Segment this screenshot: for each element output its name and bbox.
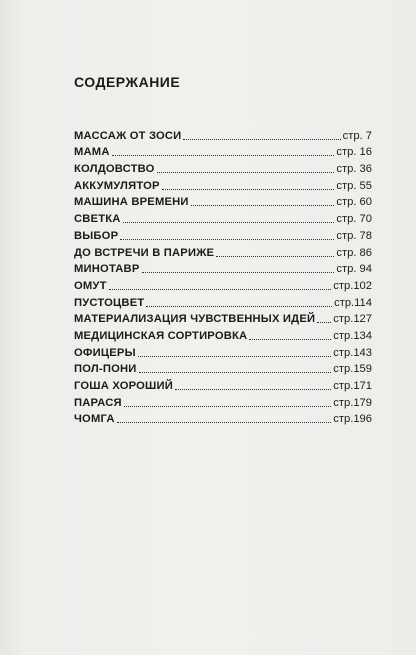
toc-entry (74, 176, 372, 193)
toc-entry-title: МЕДИЦИНСКАЯ СОРТИРОВКА (74, 329, 248, 342)
toc-entry-page: стр.159 (333, 363, 372, 376)
dot-leader (142, 272, 335, 273)
toc-entry (74, 193, 372, 210)
toc-entry (74, 226, 372, 243)
toc-entry (74, 126, 372, 143)
dot-leader (120, 239, 334, 240)
toc-entry (74, 393, 372, 410)
toc-entry (74, 310, 372, 327)
toc-entry (74, 360, 372, 377)
toc-entry-page: стр. 55 (336, 179, 372, 192)
toc-entry-page: стр.127 (333, 313, 372, 326)
toc-entry-title: МАШИНА ВРЕМЕНИ (74, 196, 189, 209)
toc-entry-page: стр. 70 (336, 213, 372, 226)
toc-entry-title: МАМА (74, 146, 110, 159)
toc-entry-title: ВЫБОР (74, 229, 119, 242)
dot-leader (157, 172, 335, 173)
toc-entry-title: КОЛДОВСТВО (74, 163, 155, 176)
toc-entry-page: стр.114 (334, 296, 372, 309)
toc-entry (74, 143, 372, 160)
dot-leader (317, 322, 331, 323)
toc-entry-page: стр. 78 (336, 229, 372, 242)
toc-entry (74, 260, 372, 277)
dot-leader (146, 306, 332, 307)
toc-entry (74, 343, 372, 360)
toc-entry (74, 326, 372, 343)
toc-entry-title: ЧОМГА (74, 413, 115, 426)
toc-heading: СОДЕРЖАНИЕ (74, 74, 181, 90)
dot-leader (109, 289, 332, 290)
toc-entry (74, 376, 372, 393)
toc-entry-page: стр. 7 (342, 129, 372, 142)
dot-leader (175, 389, 331, 390)
dot-leader (191, 205, 335, 206)
toc-entry-title: СВЕТКА (74, 213, 121, 226)
toc-entry (74, 293, 372, 310)
toc-entry-page: стр. 60 (336, 196, 372, 209)
toc-entry-page: стр. 16 (336, 146, 372, 159)
toc-entry-page: стр.102 (333, 279, 372, 292)
toc-entry (74, 410, 372, 427)
toc-entry-title: ОМУТ (74, 279, 107, 292)
toc-entry-title: ПАРАСЯ (74, 396, 122, 409)
dot-leader (112, 155, 335, 156)
dot-leader (183, 139, 340, 140)
dot-leader (138, 356, 332, 357)
toc-entry-title: АККУМУЛЯТОР (74, 179, 160, 192)
toc-entry-page: стр. 36 (336, 163, 372, 176)
toc-entry-page: стр.196 (333, 413, 372, 426)
toc-entry-title: ПОЛ-ПОНИ (74, 363, 137, 376)
toc-entry (74, 243, 372, 260)
dot-leader (123, 222, 335, 223)
toc-entry-page: стр.143 (333, 346, 372, 359)
toc-entry-title: ДО ВСТРЕЧИ В ПАРИЖЕ (74, 246, 215, 259)
toc-entry-page: стр. 86 (336, 246, 372, 259)
toc-entry-title: ПУСТОЦВЕТ (74, 296, 145, 309)
dot-leader (249, 339, 331, 340)
toc-entry-title: ГОША ХОРОШИЙ (74, 380, 173, 392)
toc-entry-page: стр. 94 (336, 263, 372, 276)
dot-leader (162, 189, 335, 190)
toc-entry (74, 159, 372, 176)
toc-entry-title: МИНОТАВР (74, 263, 140, 276)
dot-leader (117, 422, 332, 423)
toc-entry (74, 209, 372, 226)
toc-entry-title: МАССАЖ ОТ ЗОСИ (74, 129, 182, 142)
dot-leader (124, 406, 332, 407)
toc-entry-page: стр.171 (333, 380, 372, 392)
toc-entry (74, 276, 372, 293)
toc-entry-page: стр.179 (333, 396, 372, 409)
toc-entry-title: МАТЕРИАЛИЗАЦИЯ ЧУВСТВЕННЫХ ИДЕЙ (74, 313, 316, 326)
table-of-contents (74, 126, 372, 426)
toc-entry-title: ОФИЦЕРЫ (74, 346, 136, 359)
toc-entry-page: стр.134 (333, 329, 372, 342)
dot-leader (139, 372, 332, 373)
dot-leader (216, 256, 334, 257)
